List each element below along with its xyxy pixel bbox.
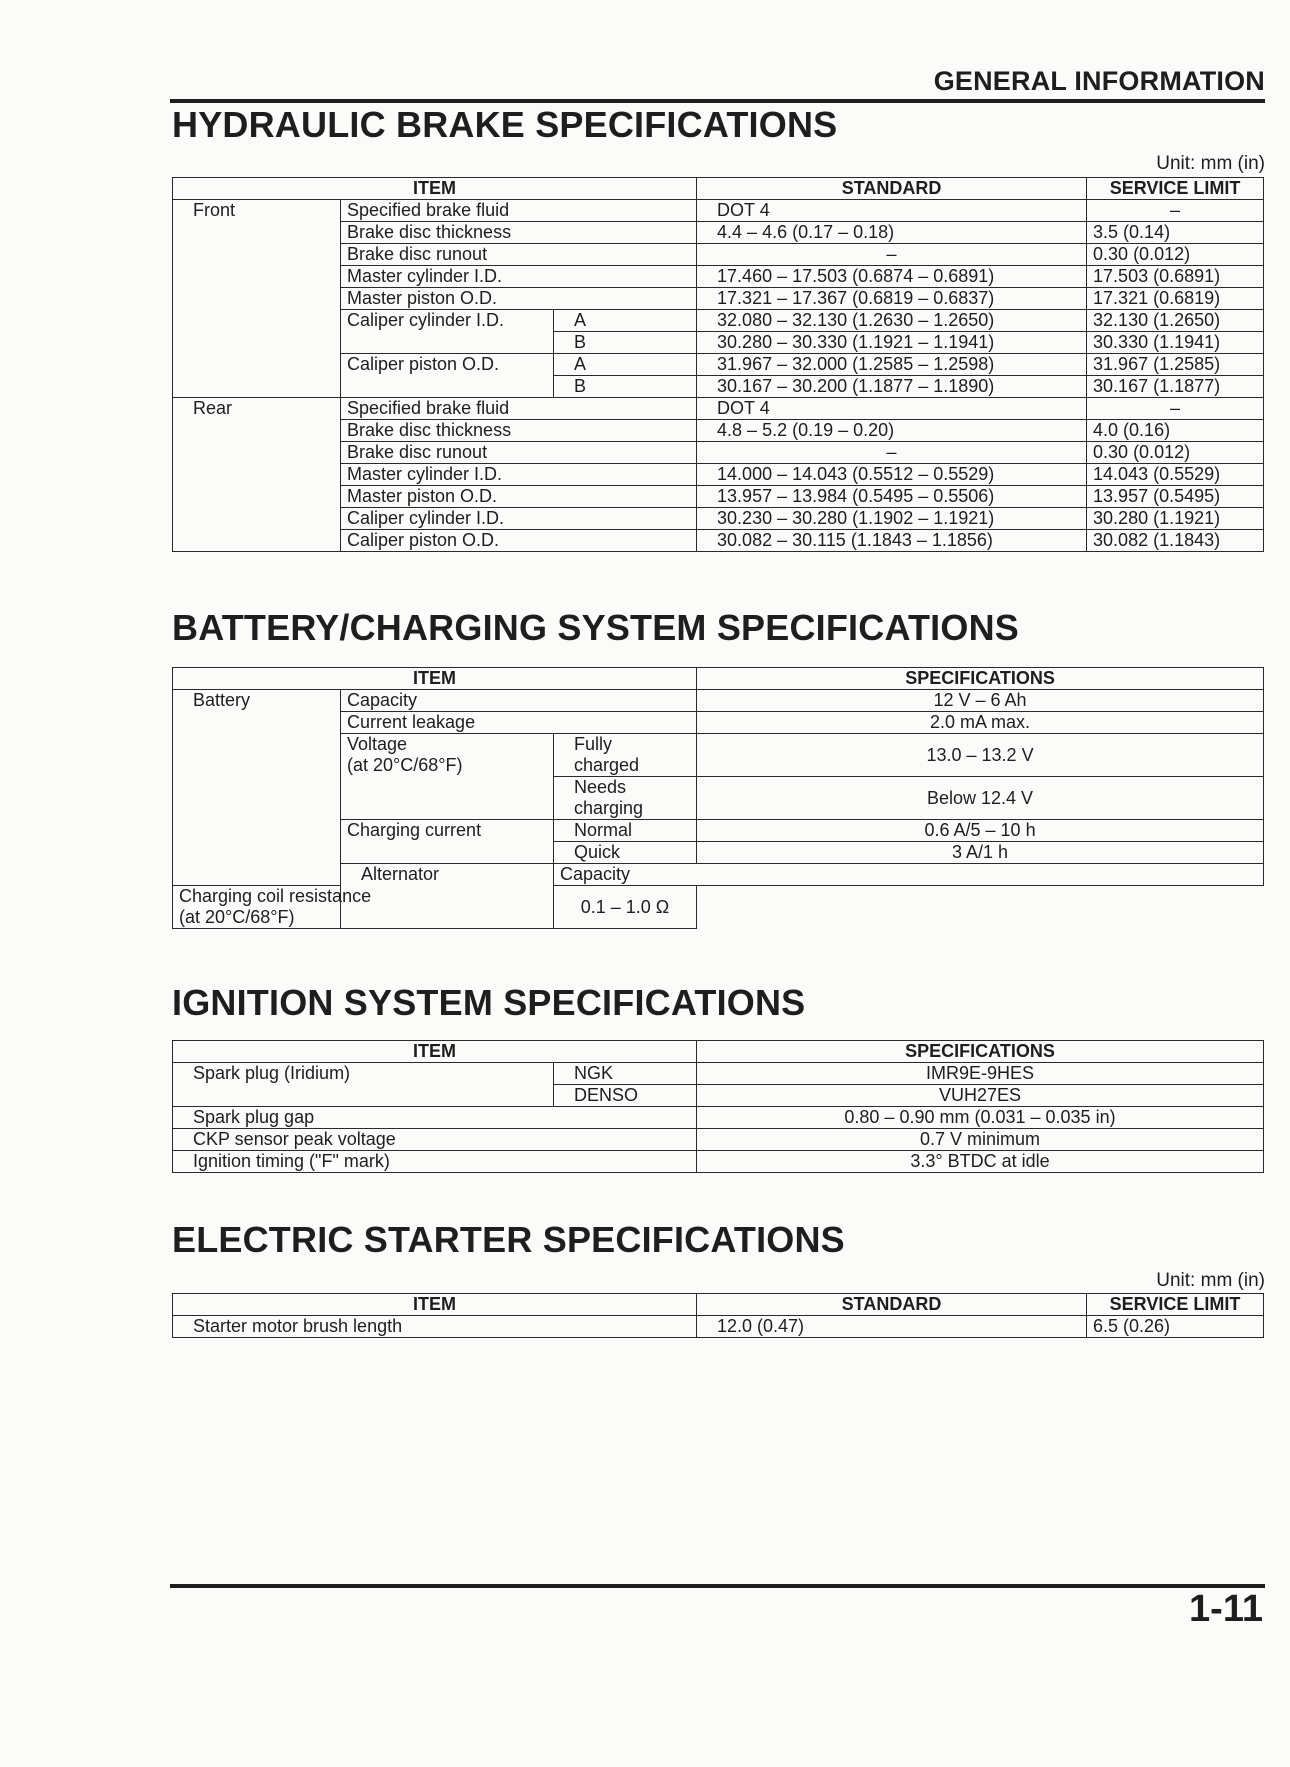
ignition-title: IGNITION SYSTEM SPECIFICATIONS [172, 982, 806, 1023]
spec-cell: Below 12.4 V [697, 777, 1264, 820]
table-row [173, 1316, 1264, 1338]
standard-cell: 30.082 – 30.115 (1.1843 – 1.1856) [697, 530, 1087, 552]
header-standard: STANDARD [697, 178, 1087, 200]
sub-item-cell: A [554, 310, 697, 332]
needs-charging-line2: charging [574, 798, 644, 818]
item-cell: Brake disc thickness [341, 222, 697, 244]
voltage-condition: (at 20°C/68°F) [347, 755, 463, 775]
sub-item-cell [554, 777, 697, 820]
table-row [173, 1063, 1264, 1085]
spec-cell: 0.1 – 1.0 Ω [554, 886, 697, 929]
limit-cell: 0.30 (0.012) [1087, 442, 1264, 464]
standard-cell: 30.230 – 30.280 (1.1902 – 1.1921) [697, 508, 1087, 530]
standard-cell: 17.321 – 17.367 (0.6819 – 0.6837) [697, 288, 1087, 310]
fully-charged-line1: Fully [574, 734, 613, 754]
header-specifications: SPECIFICATIONS [697, 668, 1264, 690]
sub-item-cell [554, 734, 697, 777]
item-cell: CKP sensor peak voltage [173, 1129, 697, 1151]
item-cell: Caliper piston O.D. [341, 530, 697, 552]
item-cell: Brake disc runout [341, 442, 697, 464]
coil-label: Charging coil resistance [179, 886, 372, 906]
spec-cell: 13.0 – 13.2 V [697, 734, 1264, 777]
limit-cell: 6.5 (0.26) [1087, 1316, 1264, 1338]
header-service-limit: SERVICE LIMIT [1087, 1294, 1264, 1316]
item-cell: Master piston O.D. [341, 288, 697, 310]
starter-table [172, 1293, 1264, 1338]
standard-cell: 30.280 – 30.330 (1.1921 – 1.1941) [697, 332, 1087, 354]
table-row [173, 200, 1264, 222]
standard-cell: – [697, 442, 1087, 464]
item-cell: Current leakage [341, 712, 697, 734]
hydraulic-unit: Unit: mm (in) [1156, 153, 1265, 174]
item-cell: Master piston O.D. [341, 486, 697, 508]
item-cell: Brake disc thickness [341, 420, 697, 442]
item-cell: Caliper piston O.D. [341, 354, 554, 398]
spec-cell: 3.3° BTDC at idle [697, 1151, 1264, 1173]
limit-cell: 4.0 (0.16) [1087, 420, 1264, 442]
spec-cell: 0.80 – 0.90 mm (0.031 – 0.035 in) [697, 1107, 1264, 1129]
limit-cell: 30.280 (1.1921) [1087, 508, 1264, 530]
sub-item-cell: Normal [554, 820, 697, 842]
starter-unit: Unit: mm (in) [1156, 1270, 1265, 1291]
sub-item-cell: NGK [554, 1063, 697, 1085]
standard-cell: 4.4 – 4.6 (0.17 – 0.18) [697, 222, 1087, 244]
standard-cell: 4.8 – 5.2 (0.19 – 0.20) [697, 420, 1087, 442]
item-cell: Caliper cylinder I.D. [341, 508, 697, 530]
starter-title: ELECTRIC STARTER SPECIFICATIONS [172, 1219, 845, 1260]
limit-cell: – [1087, 200, 1264, 222]
limit-cell: 13.957 (0.5495) [1087, 486, 1264, 508]
item-cell: Spark plug gap [173, 1107, 697, 1129]
sub-item-cell: Quick [554, 842, 697, 864]
group-label-rear: Rear [173, 398, 341, 552]
needs-charging-line1: Needs [574, 777, 627, 797]
standard-cell: 13.957 – 13.984 (0.5495 – 0.5506) [697, 486, 1087, 508]
footer-rule [170, 1584, 1265, 1588]
limit-cell: 3.5 (0.14) [1087, 222, 1264, 244]
table-row [173, 398, 1264, 420]
item-cell: Specified brake fluid [341, 398, 697, 420]
limit-cell: – [1087, 398, 1264, 420]
header-rule [170, 99, 1265, 103]
standard-cell: 12.0 (0.47) [697, 1316, 1087, 1338]
group-label-battery: Battery [173, 690, 341, 886]
ignition-table [172, 1040, 1264, 1173]
spec-cell: IMR9E-9HES [697, 1063, 1264, 1085]
sub-item-cell: A [554, 354, 697, 376]
item-cell: Spark plug (Iridium) [173, 1063, 554, 1107]
limit-cell: 31.967 (1.2585) [1087, 354, 1264, 376]
limit-cell: 17.503 (0.6891) [1087, 266, 1264, 288]
table-header-row [173, 1294, 1264, 1316]
standard-cell: 30.167 – 30.200 (1.1877 – 1.1890) [697, 376, 1087, 398]
limit-cell: 30.330 (1.1941) [1087, 332, 1264, 354]
table-header-row [173, 178, 1264, 200]
hydraulic-title: HYDRAULIC BRAKE SPECIFICATIONS [172, 104, 838, 145]
hydraulic-table [172, 177, 1264, 552]
item-cell: Capacity [554, 864, 1264, 886]
header-specifications: SPECIFICATIONS [697, 1041, 1264, 1063]
item-cell: Master cylinder I.D. [341, 266, 697, 288]
standard-cell: 31.967 – 32.000 (1.2585 – 1.2598) [697, 354, 1087, 376]
standard-cell: 17.460 – 17.503 (0.6874 – 0.6891) [697, 266, 1087, 288]
limit-cell: 0.30 (0.012) [1087, 244, 1264, 266]
battery-title: BATTERY/CHARGING SYSTEM SPECIFICATIONS [172, 607, 1019, 648]
battery-table [172, 667, 1264, 929]
standard-cell: – [697, 244, 1087, 266]
coil-condition: (at 20°C/68°F) [179, 907, 295, 927]
item-cell: Caliper cylinder I.D. [341, 310, 554, 354]
item-cell: Ignition timing ("F" mark) [173, 1151, 697, 1173]
table-row [173, 1151, 1264, 1173]
item-cell: Capacity [341, 690, 697, 712]
spec-cell: 3 A/1 h [697, 842, 1264, 864]
header-standard: STANDARD [697, 1294, 1087, 1316]
header-service-limit: SERVICE LIMIT [1087, 178, 1264, 200]
item-cell: Starter motor brush length [173, 1316, 697, 1338]
table-row [173, 1107, 1264, 1129]
fully-charged-line2: charged [574, 755, 640, 775]
item-cell: Specified brake fluid [341, 200, 697, 222]
page-header: GENERAL INFORMATION [933, 66, 1265, 96]
item-cell: Brake disc runout [341, 244, 697, 266]
table-row [173, 690, 1264, 712]
spec-cell: 2.0 mA max. [697, 712, 1264, 734]
header-item: ITEM [173, 668, 697, 690]
group-label-alternator: Alternator [341, 864, 554, 929]
header-item: ITEM [173, 1294, 697, 1316]
item-cell: Charging current [341, 820, 554, 864]
sub-item-cell: B [554, 332, 697, 354]
sub-item-cell: B [554, 376, 697, 398]
spec-cell: 12 V – 6 Ah [697, 690, 1264, 712]
spec-cell: 0.7 V minimum [697, 1129, 1264, 1151]
spec-cell: 0.6 A/5 – 10 h [697, 820, 1264, 842]
spec-cell: VUH27ES [697, 1085, 1264, 1107]
table-header-row [173, 668, 1264, 690]
limit-cell: 30.082 (1.1843) [1087, 530, 1264, 552]
standard-cell: 14.000 – 14.043 (0.5512 – 0.5529) [697, 464, 1087, 486]
table-header-row [173, 1041, 1264, 1063]
item-cell: Master cylinder I.D. [341, 464, 697, 486]
limit-cell: 14.043 (0.5529) [1087, 464, 1264, 486]
standard-cell: DOT 4 [697, 200, 1087, 222]
limit-cell: 30.167 (1.1877) [1087, 376, 1264, 398]
item-cell [173, 886, 554, 929]
standard-cell: 32.080 – 32.130 (1.2630 – 1.2650) [697, 310, 1087, 332]
header-item: ITEM [173, 178, 697, 200]
standard-cell: DOT 4 [697, 398, 1087, 420]
table-row [173, 886, 1264, 929]
limit-cell: 32.130 (1.2650) [1087, 310, 1264, 332]
table-row [173, 1129, 1264, 1151]
voltage-label: Voltage [347, 734, 408, 754]
limit-cell: 17.321 (0.6819) [1087, 288, 1264, 310]
sub-item-cell: DENSO [554, 1085, 697, 1107]
header-item: ITEM [173, 1041, 697, 1063]
page-number: 1-11 [1189, 1588, 1263, 1630]
item-cell [341, 734, 554, 820]
group-label-front: Front [173, 200, 341, 398]
